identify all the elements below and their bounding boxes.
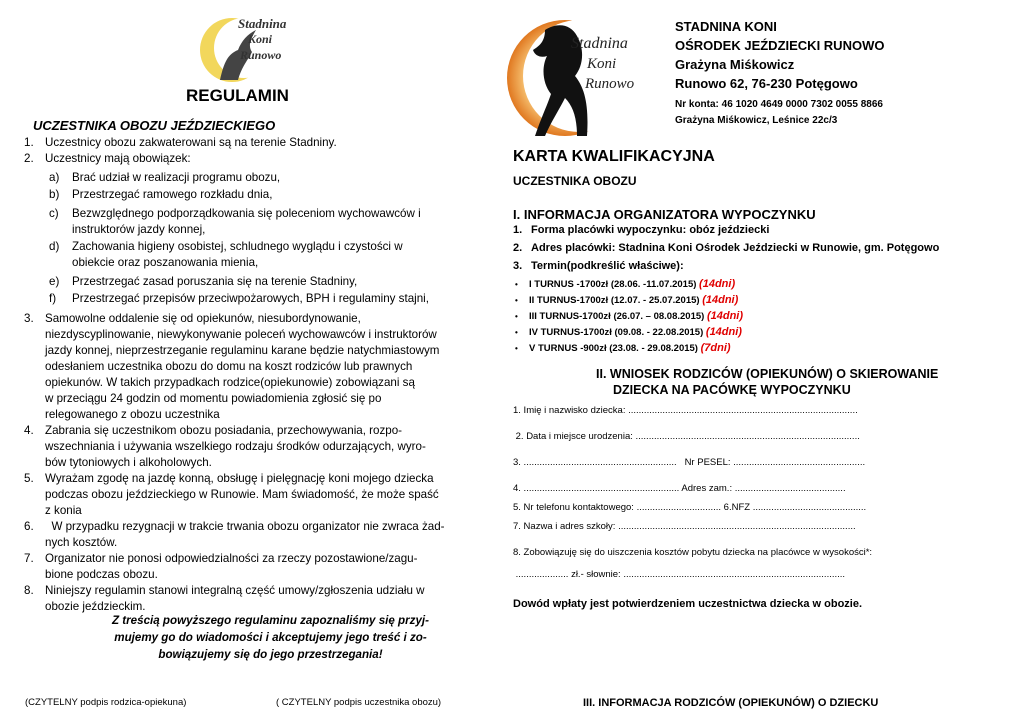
duty-text: Brać udział w realizacji programu obozu,	[72, 171, 281, 184]
org-subname: OŚRODEK JEŹDZIECKI RUNOWO	[675, 38, 885, 53]
turn-duration: (14dni)	[705, 326, 742, 338]
turn-option[interactable]	[515, 310, 743, 322]
rule-text: relegowanego z obozu uczestnika	[45, 408, 220, 421]
form-field-birth[interactable]: 2. Data i miejsce urodzenia: .....................................................................................	[513, 431, 860, 442]
closing-line: mujemy go do wiadomości i akceptujemy jego treść i zo-	[114, 631, 427, 644]
turn-text: IV TURNUS-1700zł (09.08. - 22.08.2015)	[529, 327, 704, 338]
rule-text: bione podczas obozu.	[45, 568, 158, 581]
rule-text: z konia	[45, 504, 82, 517]
participant-signature-label: ( CZYTELNY podpis uczestnika obozu)	[276, 697, 442, 708]
duty-text: obiekcie oraz poszanowania mienia,	[72, 256, 259, 269]
org-info-text: Forma placówki wypoczynku: obóz jeździecki	[531, 224, 770, 236]
rule-text: Organizator nie ponosi odpowiedzialności za rzeczy pozostawione/zagu-	[45, 552, 418, 565]
payment-proof-note: Dowód wpłaty jest potwierdzeniem uczestnictwa dziecka w obozie.	[513, 598, 863, 610]
duty-letter: d)	[49, 240, 60, 253]
section-2-heading: II. WNIOSEK RODZICÓW (OPIEKUNÓW) O SKIEROWANIE	[596, 367, 939, 381]
bank-account-owner: Grażyna Miśkowicz, Leśnice 22c/3	[675, 115, 838, 126]
duty-text: Bezwzględnego podporządkowania się poleceniom wychowawców i	[72, 207, 421, 220]
logo-text-3: Runowo	[585, 76, 635, 92]
rule-text: w przeciągu 24 godzin od momentu powiadomienia zgłosić się po	[45, 392, 382, 405]
org-info-number: 3.	[513, 260, 523, 272]
duty-letter: a)	[49, 171, 60, 184]
duty-text: Przestrzegać zasad poruszania się na terenie Stadniny,	[72, 275, 358, 288]
org-info-item	[513, 242, 939, 254]
org-address: Runowo 62, 76-230 Potęgowo	[675, 76, 858, 91]
duty-text: Przestrzegać ramowego rozkładu dnia,	[72, 188, 273, 201]
duty-letter: e)	[49, 275, 60, 288]
rule-text: nych kosztów.	[45, 536, 118, 549]
rule-text: Zabrania się uczestnikom obozu posiadania, przechowywania, rozpo-	[45, 424, 403, 437]
parent-signature-label: (CZYTELNY podpis rodzica-opiekuna)	[25, 697, 187, 708]
org-info-item	[513, 260, 684, 272]
turn-duration: (14dni)	[702, 294, 739, 306]
duty-text: instruktorów jazdy konnej,	[72, 223, 206, 236]
rule-number: 7.	[24, 552, 34, 565]
bullet-icon: •	[515, 296, 518, 305]
org-info-item	[513, 224, 769, 236]
org-info-number: 2.	[513, 242, 523, 254]
org-name: STADNINA KONI	[675, 19, 777, 34]
form-field-school[interactable]: 7. Nazwa i adres szkoły: ..........................................................................................	[513, 521, 856, 532]
rule-text: Uczestnicy mają obowiązek:	[45, 152, 191, 165]
rule-text: jazdy konnej, nieprzestrzeganie regulaminu karane będzie natychmiastowym	[45, 344, 440, 357]
rule-text: Uczestnicy obozu zakwaterowani są na terenie Stadniny.	[45, 136, 337, 149]
logo-text-2: Koni	[587, 56, 617, 72]
form-field-phone-nfz[interactable]: 5. Nr telefonu kontaktowego: ................................ 6.NFZ ...........................................	[513, 502, 867, 513]
org-owner: Grażyna Miśkowicz	[675, 57, 795, 72]
turn-duration: (14dni)	[699, 278, 736, 290]
qualification-card-subtitle: UCZESTNIKA OBOZU	[513, 174, 637, 188]
duty-text: Przestrzegać przepisów przeciwpożarowych, BPH i regulaminy stajni,	[72, 292, 429, 305]
rule-text: bów tytoniowych i alkoholowych.	[45, 456, 212, 469]
logo-text-1: Stadnina	[571, 35, 628, 52]
turn-option[interactable]	[515, 342, 731, 354]
rule-number: 1.	[24, 136, 34, 149]
rule-text: Niniejszy regulamin stanowi integralną część umowy/zgłoszenia udziału w	[45, 584, 425, 597]
rule-number: 2.	[24, 152, 34, 165]
rule-text: podczas obozu jeździeckiego w Runowie. Mam świadomość, że może spaść	[45, 488, 439, 501]
logo-text-1: Stadnina	[238, 16, 287, 31]
turn-duration: (14dni)	[706, 310, 744, 322]
logo-text-2: Koni	[248, 32, 273, 46]
regulations-title: REGULAMIN	[186, 86, 289, 105]
turn-text: III TURNUS-1700zł (26.07. – 08.08.2015)	[529, 311, 705, 322]
rule-text: odesłaniem uczestnika obozu do domu na koszt rodziców lub prawnych	[45, 360, 413, 373]
bullet-icon: •	[515, 328, 518, 337]
rule-text: obozie jeździeckim.	[45, 600, 146, 613]
bullet-icon: •	[515, 312, 518, 321]
stadnina-logo-large	[505, 14, 653, 140]
form-field-pesel[interactable]: 3. .......................................................... Nr PESEL: ..................................................	[513, 457, 866, 468]
duty-letter: f)	[49, 292, 57, 305]
rule-number: 8.	[24, 584, 34, 597]
closing-line: bowiązujemy się do jego przestrzegania!	[158, 648, 383, 661]
bullet-icon: •	[515, 344, 518, 353]
stadnina-logo-small	[198, 10, 294, 86]
duty-letter: c)	[49, 207, 59, 220]
rule-text: Wyrażam zgodę na jazdę konną, obsługę i pielęgnację koni mojego dziecka	[45, 472, 434, 485]
section-3-heading: III. INFORMACJA RODZICÓW (OPIEKUNÓW) O DZIECKU	[583, 697, 879, 709]
duty-letter: b)	[49, 188, 60, 201]
closing-line: Z treścią powyższego regulaminu zapoznaliśmy się przyj-	[112, 614, 429, 627]
duty-text: Zachowania higieny osobistej, schludnego wyglądu i czystości w	[72, 240, 403, 253]
closing-statement	[98, 612, 443, 663]
org-info-number: 1.	[513, 224, 523, 236]
turn-option[interactable]	[515, 278, 735, 290]
regulations-subtitle: UCZESTNIKA OBOZU JEŹDZIECKIEGO	[33, 118, 276, 133]
turn-text: V TURNUS -900zł (23.08. - 29.08.2015)	[529, 343, 698, 354]
section-2-heading-cont: DZIECKA NA PACÓWKĘ WYPOCZYNKU	[613, 383, 851, 397]
rule-number: 6.	[24, 520, 34, 533]
bullet-icon: •	[515, 280, 518, 289]
org-info-text: Termin(podkreślić właściwe):	[531, 260, 684, 272]
form-field-amount[interactable]: .................... zł.- słownie: ....................................................................................	[513, 569, 846, 580]
rule-text: wszechniania i używania wszelkiego rodzaju środków odurzających, wyro-	[45, 440, 426, 453]
turn-option[interactable]	[515, 294, 738, 306]
form-field-cost-commitment: 8. Zobowiązuję się do uiszczenia kosztów pobytu dziecka na placówce w wysokości*:	[513, 547, 873, 558]
turn-text: II TURNUS-1700zł (12.07. - 25.07.2015)	[529, 295, 700, 306]
form-field-address[interactable]: 4. ........................................................... Adres zam.: ..........................................	[513, 483, 846, 494]
turn-duration: (7dni)	[700, 342, 731, 354]
rule-text: W przypadku rezygnacji w trakcie trwania obozu organizator nie zwraca żad-	[45, 520, 445, 533]
form-field-child-name[interactable]: 1. Imię i nazwisko dziecka: .......................................................................................	[513, 405, 858, 416]
logo-text-3: Runowo	[240, 48, 282, 62]
bank-account: Nr konta: 46 1020 4649 0000 7302 0055 8866	[675, 99, 883, 110]
rule-text: Samowolne oddalenie się od opiekunów, niesubordynowanie,	[45, 312, 361, 325]
rule-number: 3.	[24, 312, 34, 325]
rule-number: 4.	[24, 424, 34, 437]
rule-text: niezdyscyplinowanie, niewykonywanie poleceń wychowawców i instruktorów	[45, 328, 437, 341]
org-info-text: Adres placówki: Stadnina Koni Ośrodek Jeździecki w Runowie, gm. Potęgowo	[531, 242, 940, 254]
section-1-heading: I. INFORMACJA ORGANIZATORA WYPOCZYNKU	[513, 207, 816, 222]
rule-number: 5.	[24, 472, 34, 485]
rule-text: opiekunów. W takich przypadkach rodzice(opiekunowie) zobowiązani są	[45, 376, 415, 389]
qualification-card-title: KARTA KWALIFIKACYJNA	[513, 148, 715, 165]
turn-text: I TURNUS -1700zł (28.06. -11.07.2015)	[529, 279, 697, 290]
turn-option[interactable]	[515, 326, 742, 338]
